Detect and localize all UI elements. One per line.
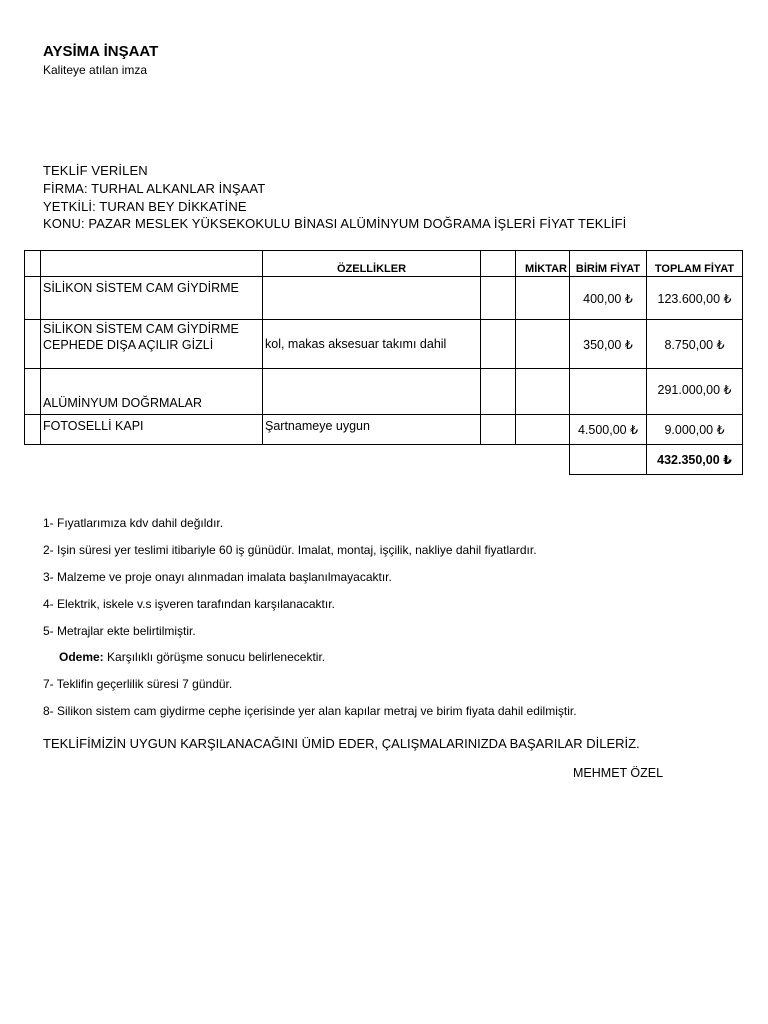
features-cell: kol, makas aksesuar takımı dahil	[263, 320, 481, 369]
item-name-continued: CEPHEDE DIŞA AÇILIR GİZLİ	[43, 338, 214, 352]
total-price-cell: 8.750,00 ₺	[647, 320, 743, 369]
unit-price-cell: 350,00 ₺	[570, 320, 647, 369]
total-price-cell: 123.600,00 ₺	[647, 277, 743, 320]
payment-label: Odeme:	[59, 650, 104, 664]
total-price-cell: 291.000,00 ₺	[647, 369, 743, 415]
index-cell	[25, 415, 41, 445]
index-cell	[25, 369, 41, 415]
features-cell	[263, 277, 481, 320]
index-cell	[25, 320, 41, 369]
company-slogan: Kaliteye atılan imza	[43, 63, 148, 77]
unit-price-cell: 4.500,00 ₺	[570, 415, 647, 445]
features-cell	[263, 369, 481, 415]
empty-cell	[25, 445, 41, 475]
quantity-cell	[516, 277, 570, 320]
grand-total-spacer	[570, 445, 647, 475]
item-header-cell	[41, 251, 263, 277]
note-2: 2- Işin süresi yer teslimi itibariyle 60 iş günüdür. Imalat, montaj, işçilik, nakliye dahil fiyatlardır.	[43, 543, 537, 557]
quote-subject: KONU: PAZAR MESLEK YÜKSEKOKULU BİNASI ALÜMİNYUM DOĞRAMA İŞLERİ FİYAT TEKLİFİ	[43, 216, 627, 231]
payment-text: Karşılıklı görüşme sonucu belirlenecektir.	[103, 650, 326, 664]
table-row	[25, 277, 743, 320]
note-5: 5- Metrajlar ekte belirtilmiştir.	[43, 624, 196, 638]
empty-cell	[41, 445, 263, 475]
table-row	[25, 320, 743, 369]
item-name-cell	[41, 277, 263, 320]
quantity-cell	[516, 320, 570, 369]
empty-cell	[263, 445, 481, 475]
unit-price-cell	[570, 369, 647, 415]
closing-statement: TEKLİFİMİZİN UYGUN KARŞILANACAĞINI ÜMİD EDER, ÇALIŞMALARINIZDA BAŞARILAR DİLERİZ.	[43, 736, 640, 751]
item-name-cell: ALÜMİNYUM DOĞRMALAR	[41, 369, 263, 415]
total-price-header: TOPLAM FİYAT	[647, 251, 743, 277]
table-row	[25, 415, 743, 445]
quantity-cell	[516, 415, 570, 445]
item-name-cell: FOTOSELLİ KAPI	[41, 415, 263, 445]
total-price-cell: 9.000,00 ₺	[647, 415, 743, 445]
unit-price-header: BİRİM FİYAT	[570, 251, 647, 277]
quote-table	[24, 250, 743, 475]
note-8: 8- Silikon sistem cam giydirme cephe içerisinde yer alan kapılar metraj ve birim fiyata dahil edilmiştir.	[43, 704, 577, 718]
empty-cell	[516, 445, 570, 475]
features-cell: Şartnameye uygun	[263, 415, 481, 445]
spacer-cell	[481, 277, 516, 320]
unit-price-cell: 400,00 ₺	[570, 277, 647, 320]
table-header-row	[25, 251, 743, 277]
payment-note	[59, 650, 325, 664]
spacer-cell	[481, 369, 516, 415]
addressee-company: FİRMA: TURHAL ALKANLAR İNŞAAT	[43, 181, 266, 196]
item-name: SİLİKON SİSTEM CAM GİYDİRME	[43, 281, 239, 295]
index-cell	[25, 277, 41, 320]
note-7: 7- Teklifin geçerlilik süresi 7 gündür.	[43, 677, 233, 691]
addressee-contact: YETKİLİ: TURAN BEY DİKKATİNE	[43, 199, 247, 214]
quantity-header: MİKTAR	[516, 251, 570, 277]
addressee-label: TEKLİF VERİLEN	[43, 163, 148, 178]
spacer-cell	[481, 415, 516, 445]
item-name: SİLİKON SİSTEM CAM GİYDİRME	[43, 322, 239, 336]
quantity-cell	[516, 369, 570, 415]
item-name-cell	[41, 320, 263, 369]
note-4: 4- Elektrik, iskele v.s işveren tarafından karşılanacaktır.	[43, 597, 335, 611]
table-row	[25, 369, 743, 415]
empty-cell	[481, 445, 516, 475]
note-3: 3- Malzeme ve proje onayı alınmadan imalata başlanılmayacaktır.	[43, 570, 392, 584]
grand-total: 432.350,00 ₺	[647, 445, 743, 475]
grand-total-row	[25, 445, 743, 475]
spacer-header-cell	[481, 251, 516, 277]
spacer-cell	[481, 320, 516, 369]
company-name: AYSİMA İNŞAAT	[43, 43, 159, 60]
index-header-cell	[25, 251, 41, 277]
note-1: 1- Fıyatlarımıza kdv dahil değıldır.	[43, 516, 224, 530]
signature-name: MEHMET ÖZEL	[573, 766, 664, 780]
features-header: ÖZELLİKLER	[263, 251, 481, 277]
